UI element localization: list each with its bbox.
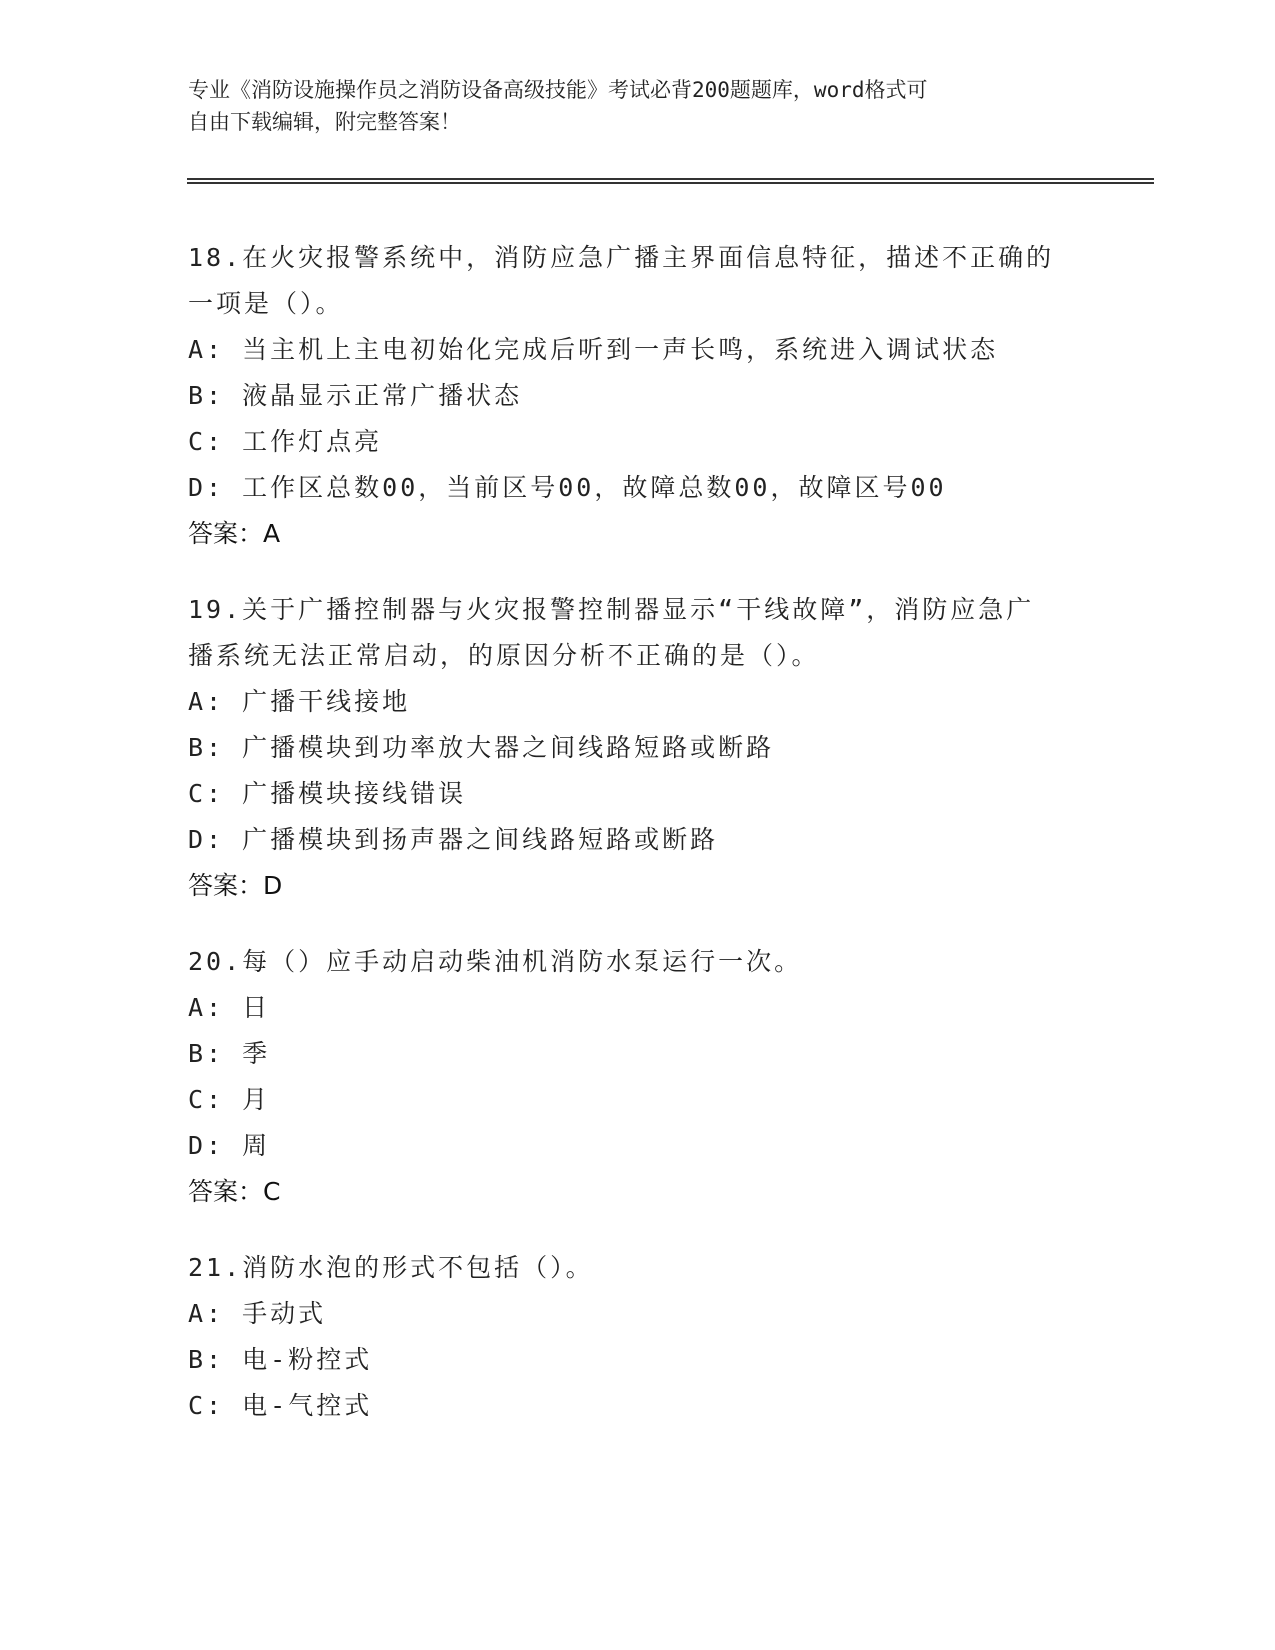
question-stem: 21.消防水泡的形式不包括（）。: [188, 1253, 594, 1282]
question-stem: 20.每（）应手动启动柴油机消防水泵运行一次。: [188, 947, 803, 976]
option-a: A: 手动式: [188, 1299, 327, 1328]
option-c: C: 月: [188, 1085, 271, 1114]
header-line-2: 自由下载编辑，附完整答案！: [188, 110, 461, 134]
option-c: C: 广播模块接线错误: [188, 779, 467, 808]
answer-line: 答案：C: [188, 1177, 281, 1206]
option-b: B: 广播模块到功率放大器之间线路短路或断路: [188, 733, 775, 762]
option-b: B: 季: [188, 1039, 271, 1068]
option-b: B: 液晶显示正常广播状态: [188, 381, 523, 410]
question-list: [188, 235, 1088, 1459]
question-stem-continued: 一项是（）。: [188, 289, 344, 318]
option-d: D: 广播模块到扬声器之间线路短路或断路: [188, 825, 719, 854]
answer-line: 答案：A: [188, 519, 281, 548]
option-c: C: 工作灯点亮: [188, 427, 383, 456]
header-divider: [187, 178, 1154, 184]
option-a: A: 当主机上主电初始化完成后听到一声长鸣，系统进入调试状态: [188, 335, 999, 364]
question-21: [188, 1245, 1088, 1429]
option-a: A: 广播干线接地: [188, 687, 411, 716]
option-b: B: 电-粉控式: [188, 1345, 373, 1374]
document-header: [188, 74, 1088, 138]
option-d: D: 工作区总数00，当前区号00，故障总数00，故障区号00: [188, 473, 947, 502]
question-stem: 18.在火灾报警系统中，消防应急广播主界面信息特征，描述不正确的: [188, 243, 1055, 272]
option-c: C: 电-气控式: [188, 1391, 373, 1420]
question-stem-continued: 播系统无法正常启动，的原因分析不正确的是（）。: [188, 641, 820, 670]
question-19: [188, 587, 1088, 909]
option-d: D: 周: [188, 1131, 271, 1160]
question-stem: 19.关于广播控制器与火灾报警控制器显示“干线故障”，消防应急广: [188, 595, 1035, 624]
answer-line: 答案：D: [188, 871, 283, 900]
question-18: [188, 235, 1088, 557]
question-20: [188, 939, 1088, 1215]
header-line-1: 专业《消防设施操作员之消防设备高级技能》考试必背200题题库，word格式可: [188, 78, 928, 102]
option-a: A: 日: [188, 993, 271, 1022]
